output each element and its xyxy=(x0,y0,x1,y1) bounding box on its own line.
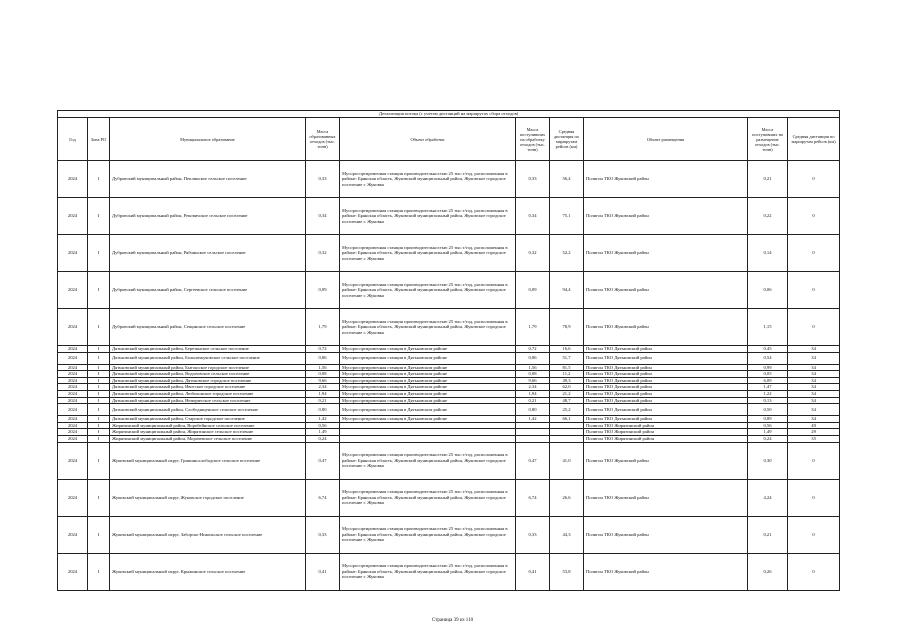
table-row xyxy=(58,422,840,429)
cell-mass-processed: 0,72 xyxy=(516,346,550,353)
cell-mass-generated: 0,09 xyxy=(306,272,340,309)
cell-distance-processing: 66,1 xyxy=(550,416,584,423)
cell-distance-processing: 75,1 xyxy=(550,198,584,235)
cell-distance-processing: 94,4 xyxy=(550,272,584,309)
cell-mass-generated: 1,94 xyxy=(306,390,340,397)
cell-zone: I xyxy=(88,553,110,590)
cell-municipality: Дятьковский муниципальный район, Слободищенское сельское поселение xyxy=(110,404,306,416)
cell-placement-object: Полигон ТКО Дятьковский район xyxy=(584,377,748,384)
cell-distance-placement: 0 xyxy=(788,235,840,272)
cell-mass-processed: 1,94 xyxy=(516,390,550,397)
cell-mass-processed: 0,34 xyxy=(516,198,550,235)
cell-placement-object: Полигон ТКО Жуковский район xyxy=(584,309,748,346)
cell-mass-processed: 0,47 xyxy=(516,442,550,479)
table-caption: Детализация потока (с учетом дистанций на маршрутах сбора отходов) xyxy=(58,111,840,118)
cell-zone: I xyxy=(88,422,110,429)
cell-distance-processing: 25,2 xyxy=(550,404,584,416)
cell-processing-object xyxy=(340,435,516,442)
cell-mass-processed: 6,74 xyxy=(516,479,550,516)
cell-mass-generated: 1,49 xyxy=(306,429,340,436)
cell-year: 2024 xyxy=(58,272,88,309)
cell-mass-generated: 0,34 xyxy=(306,198,340,235)
cell-municipality: Жуковский муниципальный округ, Крыжинское сельское поселение xyxy=(110,553,306,590)
cell-distance-processing: 52,2 xyxy=(550,235,584,272)
cell-mass-placed: 0,45 xyxy=(748,346,788,353)
cell-mass-placed: 0,54 xyxy=(748,352,788,364)
cell-municipality: Жирятинский муниципальный район, Жирятинское сельское поселение xyxy=(110,429,306,436)
cell-municipality: Дятьковский муниципальный район, Большежуковское сельское поселение xyxy=(110,352,306,364)
cell-placement-object: Полигон ТКО Дятьковский район xyxy=(584,416,748,423)
cell-distance-processing: 53,8 xyxy=(550,553,584,590)
cell-zone: I xyxy=(88,309,110,346)
cell-mass-generated: 0,72 xyxy=(306,346,340,353)
cell-municipality: Дятьковский муниципальный район, Водоеовское сельское поселение xyxy=(110,371,306,378)
cell-mass-placed: 0,89 xyxy=(748,416,788,423)
cell-mass-processed: 0,80 xyxy=(516,404,550,416)
cell-processing-object: Мусоросортировочная станция производительностью 25 тыс.т/год, расположенная в районе: Брянская область, Жуковский муниципальный район, Жуковское городское поселение г. Жуковка xyxy=(340,235,516,272)
table-row xyxy=(58,364,840,371)
cell-zone: I xyxy=(88,384,110,391)
header-year: Год xyxy=(58,118,88,161)
cell-distance-placement: 34 xyxy=(788,364,840,371)
cell-mass-generated: 0,32 xyxy=(306,235,340,272)
cell-placement-object: Полигон ТКО Дятьковский район xyxy=(584,352,748,364)
cell-mass-placed: 1,15 xyxy=(748,309,788,346)
cell-municipality: Жуковский муниципальный округ, Гришинослободское сельское поселение xyxy=(110,442,306,479)
header-processing-object: Объект обработки xyxy=(340,118,516,161)
cell-zone: I xyxy=(88,442,110,479)
table-row xyxy=(58,352,840,364)
cell-zone: I xyxy=(88,235,110,272)
cell-year: 2024 xyxy=(58,422,88,429)
cell-distance-placement: 34 xyxy=(788,377,840,384)
cell-mass-placed: 0,13 xyxy=(748,397,788,404)
cell-distance-processing: 62,0 xyxy=(550,384,584,391)
cell-processing-object: Мусоросортировочная станция в Дятьковском районе xyxy=(340,371,516,378)
table-row xyxy=(58,309,840,346)
cell-mass-processed: 0,33 xyxy=(516,516,550,553)
cell-zone: I xyxy=(88,479,110,516)
cell-distance-placement: 0 xyxy=(788,161,840,198)
cell-mass-placed: 0,22 xyxy=(748,198,788,235)
table-row xyxy=(58,161,840,198)
cell-placement-object: Полигон ТКО Жирятинский район xyxy=(584,422,748,429)
cell-processing-object: Мусоросортировочная станция производительностью 25 тыс.т/год, расположенная в районе: Брянская область, Жуковский муниципальный район, Жуковское городское поселение г. Жуковка xyxy=(340,553,516,590)
cell-distance-placement: 29 xyxy=(788,429,840,436)
cell-mass-generated: 0,47 xyxy=(306,442,340,479)
cell-distance-placement: 0 xyxy=(788,309,840,346)
document-sheet xyxy=(57,110,839,591)
header-mass-generated: Масса образованных отходов (тыс. тонн) xyxy=(306,118,340,161)
cell-placement-object: Полигон ТКО Жуковский район xyxy=(584,516,748,553)
cell-year: 2024 xyxy=(58,429,88,436)
cell-zone: I xyxy=(88,435,110,442)
cell-municipality: Дубровский муниципальный район, Рябчинское сельское поселение xyxy=(110,235,306,272)
cell-mass-generated: 0,33 xyxy=(306,161,340,198)
cell-year: 2024 xyxy=(58,390,88,397)
cell-distance-processing: 49,3 xyxy=(550,377,584,384)
cell-mass-generated: 0,80 xyxy=(306,404,340,416)
cell-placement-object: Полигон ТКО Дятьковский район xyxy=(584,371,748,378)
cell-processing-object: Мусоросортировочная станция производительностью 25 тыс.т/год, расположенная в районе: Брянская область, Жуковский муниципальный район, Жуковское городское поселение г. Жуковка xyxy=(340,309,516,346)
cell-mass-placed: 0,56 xyxy=(748,422,788,429)
cell-mass-placed: 0,99 xyxy=(748,364,788,371)
table-row xyxy=(58,272,840,309)
cell-placement-object: Полигон ТКО Дятьковский район xyxy=(584,390,748,397)
cell-distance-processing: 41,0 xyxy=(550,442,584,479)
cell-mass-placed: 0,21 xyxy=(748,161,788,198)
cell-processing-object xyxy=(340,422,516,429)
cell-municipality: Жуковский муниципальный округ, Жуковское городское поселение xyxy=(110,479,306,516)
cell-year: 2024 xyxy=(58,435,88,442)
cell-distance-processing: 21,2 xyxy=(550,390,584,397)
cell-placement-object: Полигон ТКО Жуковский район xyxy=(584,235,748,272)
cell-mass-processed: 0,09 xyxy=(516,272,550,309)
header-placement-object: Объект размещения xyxy=(584,118,748,161)
cell-municipality: Дятьковский муниципальный район, Бытошское городское поселение xyxy=(110,364,306,371)
cell-mass-placed: 1,49 xyxy=(748,429,788,436)
cell-year: 2024 xyxy=(58,377,88,384)
table-body xyxy=(58,161,840,591)
cell-mass-generated: 0,21 xyxy=(306,397,340,404)
cell-mass-placed: 1,22 xyxy=(748,390,788,397)
cell-mass-processed: 2,34 xyxy=(516,384,550,391)
table-row xyxy=(58,198,840,235)
cell-mass-processed: 0,32 xyxy=(516,235,550,272)
cell-zone: I xyxy=(88,198,110,235)
header-municipality: Муниципальное образование xyxy=(110,118,306,161)
cell-distance-placement: 0 xyxy=(788,198,840,235)
header-distance-processing: Средняя дистанция по маршрутам рейсов (км) xyxy=(550,118,584,161)
cell-processing-object: Мусоросортировочная станция в Дятьковском районе xyxy=(340,404,516,416)
cell-distance-placement: 34 xyxy=(788,346,840,353)
table-row xyxy=(58,516,840,553)
cell-mass-generated: 1,56 xyxy=(306,364,340,371)
cell-distance-processing xyxy=(550,429,584,436)
cell-processing-object: Мусоросортировочная станция производительностью 25 тыс.т/год, расположенная в районе: Брянская область, Жуковский муниципальный район, Жуковское городское поселение г. Жуковка xyxy=(340,198,516,235)
header-row xyxy=(58,118,840,161)
table-row xyxy=(58,553,840,590)
cell-mass-generated: 0,08 xyxy=(306,371,340,378)
cell-zone: I xyxy=(88,404,110,416)
cell-placement-object: Полигон ТКО Жуковский район xyxy=(584,272,748,309)
cell-municipality: Жуковский муниципальный округ, Заборско-Никольское сельское поселение xyxy=(110,516,306,553)
cell-zone: I xyxy=(88,352,110,364)
cell-distance-placement: 34 xyxy=(788,416,840,423)
cell-distance-processing xyxy=(550,435,584,442)
cell-zone: I xyxy=(88,371,110,378)
cell-placement-object: Полигон ТКО Дятьковский район xyxy=(584,404,748,416)
cell-mass-processed xyxy=(516,429,550,436)
cell-year: 2024 xyxy=(58,516,88,553)
cell-municipality: Дятьковский муниципальный район, Ивотское городское поселение xyxy=(110,384,306,391)
cell-municipality: Дятьковский муниципальный район, Дятьковское городское поселение xyxy=(110,377,306,384)
cell-mass-placed: 0,24 xyxy=(748,435,788,442)
cell-zone: I xyxy=(88,272,110,309)
cell-processing-object: Мусоросортировочная станция в Дятьковском районе xyxy=(340,352,516,364)
cell-processing-object: Мусоросортировочная станция в Дятьковском районе xyxy=(340,384,516,391)
cell-distance-placement: 0 xyxy=(788,516,840,553)
cell-mass-generated: 0,56 xyxy=(306,422,340,429)
cell-distance-placement: 0 xyxy=(788,553,840,590)
cell-zone: I xyxy=(88,364,110,371)
table-row xyxy=(58,435,840,442)
cell-year: 2024 xyxy=(58,161,88,198)
cell-placement-object: Полигон ТКО Жуковский район xyxy=(584,442,748,479)
cell-year: 2024 xyxy=(58,364,88,371)
cell-mass-processed: 9,66 xyxy=(516,377,550,384)
cell-processing-object: Мусоросортировочная станция в Дятьковском районе xyxy=(340,346,516,353)
header-distance-placement: Средняя дистанция по маршрутам рейсов (км) xyxy=(788,118,840,161)
table-row xyxy=(58,429,840,436)
cell-mass-generated: 6,74 xyxy=(306,479,340,516)
cell-processing-object: Мусоросортировочная станция производительностью 25 тыс.т/год, расположенная в районе: Брянская область, Жуковский муниципальный район, Жуковское городское поселение г. Жуковка xyxy=(340,442,516,479)
cell-distance-processing: 51,7 xyxy=(550,352,584,364)
cell-mass-processed: 0,21 xyxy=(516,397,550,404)
cell-mass-processed: 1,79 xyxy=(516,309,550,346)
cell-processing-object: Мусоросортировочная станция в Дятьковском районе xyxy=(340,390,516,397)
cell-placement-object: Полигон ТКО Дятьковский район xyxy=(584,384,748,391)
cell-year: 2024 xyxy=(58,371,88,378)
cell-year: 2024 xyxy=(58,352,88,364)
table-row xyxy=(58,377,840,384)
cell-mass-generated: 0,24 xyxy=(306,435,340,442)
cell-zone: I xyxy=(88,377,110,384)
cell-distance-processing xyxy=(550,422,584,429)
cell-mass-processed: 1,42 xyxy=(516,416,550,423)
cell-mass-processed: 0,86 xyxy=(516,352,550,364)
cell-mass-placed: 0,26 xyxy=(748,553,788,590)
cell-processing-object: Мусоросортировочная станция производительностью 25 тыс.т/год, расположенная в районе: Брянская область, Жуковский муниципальный район, Жуковское городское поселение г. Жуковка xyxy=(340,516,516,553)
cell-mass-placed: 0,21 xyxy=(748,516,788,553)
cell-mass-placed: 0,30 xyxy=(748,442,788,479)
cell-placement-object: Полигон ТКО Жуковский район xyxy=(584,479,748,516)
cell-placement-object: Полигон ТКО Жуковский район xyxy=(584,198,748,235)
cell-placement-object: Полигон ТКО Жуковский район xyxy=(584,161,748,198)
cell-placement-object: Полигон ТКО Дятьковский район xyxy=(584,397,748,404)
cell-municipality: Жирятинский муниципальный район, Воробейнское сельское поселение xyxy=(110,422,306,429)
cell-year: 2024 xyxy=(58,397,88,404)
cell-zone: I xyxy=(88,161,110,198)
cell-mass-generated: 0,41 xyxy=(306,553,340,590)
cell-mass-processed xyxy=(516,435,550,442)
table-row xyxy=(58,371,840,378)
cell-distance-placement: 49 xyxy=(788,422,840,429)
cell-processing-object: Мусоросортировочная станция производительностью 25 тыс.т/год, расположенная в районе: Брянская область, Жуковский муниципальный район, Жуковское городское поселение г. Жуковка xyxy=(340,479,516,516)
cell-zone: I xyxy=(88,416,110,423)
cell-processing-object: Мусоросортировочная станция производительностью 25 тыс.т/год, расположенная в районе: Брянская область, Жуковский муниципальный район, Жуковское городское поселение г. Жуковка xyxy=(340,161,516,198)
cell-year: 2024 xyxy=(58,404,88,416)
cell-distance-placement: 34 xyxy=(788,390,840,397)
cell-municipality: Дятьковский муниципальный район, Старское городское поселение xyxy=(110,416,306,423)
cell-distance-placement: 0 xyxy=(788,272,840,309)
cell-mass-processed xyxy=(516,422,550,429)
cell-municipality: Дятьковский муниципальный район, Любохонское городское поселение xyxy=(110,390,306,397)
cell-processing-object: Мусоросортировочная станция в Дятьковском районе xyxy=(340,364,516,371)
cell-mass-processed: 1,56 xyxy=(516,364,550,371)
header-mass-placed: Масса поступивших на размещение отходов (тыс. тонн) xyxy=(748,118,788,161)
cell-mass-placed: 6,09 xyxy=(748,377,788,384)
flow-detail-table xyxy=(57,110,840,591)
cell-placement-object: Полигон ТКО Жуковский район xyxy=(584,553,748,590)
table-row xyxy=(58,235,840,272)
cell-distance-placement: 35 xyxy=(788,435,840,442)
cell-placement-object: Полигон ТКО Жирятинский район xyxy=(584,435,748,442)
cell-year: 2024 xyxy=(58,235,88,272)
cell-placement-object: Полигон ТКО Дятьковский район xyxy=(584,346,748,353)
cell-zone: I xyxy=(88,390,110,397)
table-row xyxy=(58,404,840,416)
cell-mass-processed: 0,41 xyxy=(516,553,550,590)
cell-mass-processed: 0,08 xyxy=(516,371,550,378)
cell-processing-object: Мусоросортировочная станция в Дятьковском районе xyxy=(340,416,516,423)
cell-distance-processing: 26,6 xyxy=(550,479,584,516)
header-mass-processed: Масса поступивших на обработку отходов (тыс. тонн) xyxy=(516,118,550,161)
cell-mass-generated: 0,33 xyxy=(306,516,340,553)
cell-mass-generated: 1,79 xyxy=(306,309,340,346)
table-row xyxy=(58,346,840,353)
table-row xyxy=(58,416,840,423)
cell-municipality: Дубровский муниципальный район, Рековичское сельское поселение xyxy=(110,198,306,235)
cell-year: 2024 xyxy=(58,384,88,391)
cell-year: 2024 xyxy=(58,442,88,479)
cell-municipality: Дубровский муниципальный район, Сещинское сельское поселение xyxy=(110,309,306,346)
cell-distance-placement: 34 xyxy=(788,384,840,391)
cell-municipality: Жирятинский муниципальный район, Морачевское сельское поселение xyxy=(110,435,306,442)
cell-distance-processing: 44,3 xyxy=(550,516,584,553)
cell-zone: I xyxy=(88,516,110,553)
cell-distance-placement: 34 xyxy=(788,352,840,364)
cell-distance-processing: 78,9 xyxy=(550,309,584,346)
cell-distance-placement: 34 xyxy=(788,397,840,404)
cell-mass-generated: 1,42 xyxy=(306,416,340,423)
cell-processing-object: Мусоросортировочная станция в Дятьковском районе xyxy=(340,397,516,404)
table-row xyxy=(58,390,840,397)
cell-distance-processing: 11,2 xyxy=(550,371,584,378)
cell-processing-object xyxy=(340,429,516,436)
cell-mass-placed: 0,14 xyxy=(748,235,788,272)
cell-year: 2024 xyxy=(58,479,88,516)
cell-distance-processing: 48,7 xyxy=(550,397,584,404)
cell-year: 2024 xyxy=(58,309,88,346)
cell-municipality: Дятьковский муниципальный район, Немеричское сельское поселение xyxy=(110,397,306,404)
cell-distance-processing: 81,5 xyxy=(550,364,584,371)
cell-municipality: Дубровский муниципальный район, Сергеевское сельское поселение xyxy=(110,272,306,309)
cell-distance-processing: 16,6 xyxy=(550,346,584,353)
cell-mass-placed: 4,24 xyxy=(748,479,788,516)
cell-mass-placed: 0,05 xyxy=(748,371,788,378)
cell-zone: I xyxy=(88,397,110,404)
cell-mass-placed: 0,06 xyxy=(748,272,788,309)
cell-year: 2024 xyxy=(58,553,88,590)
cell-mass-generated: 9,66 xyxy=(306,377,340,384)
cell-mass-placed: 0,50 xyxy=(748,404,788,416)
cell-distance-placement: 34 xyxy=(788,371,840,378)
table-row xyxy=(58,384,840,391)
cell-mass-placed: 1,47 xyxy=(748,384,788,391)
page-number: Страница 39 из 110 xyxy=(431,618,474,623)
cell-processing-object: Мусоросортировочная станция производительностью 25 тыс.т/год, расположенная в районе: Брянская область, Жуковский муниципальный район, Жуковское городское поселение г. Жуковка xyxy=(340,272,516,309)
cell-year: 2024 xyxy=(58,198,88,235)
cell-municipality: Дятьковский муниципальный район, Березинское сельское поселение xyxy=(110,346,306,353)
cell-year: 2024 xyxy=(58,416,88,423)
header-zone: Зона РО xyxy=(88,118,110,161)
table-row xyxy=(58,479,840,516)
cell-mass-processed: 0,33 xyxy=(516,161,550,198)
cell-distance-placement: 0 xyxy=(788,442,840,479)
cell-zone: I xyxy=(88,346,110,353)
cell-mass-generated: 0,86 xyxy=(306,352,340,364)
table-row xyxy=(58,397,840,404)
cell-distance-placement: 34 xyxy=(788,404,840,416)
cell-placement-object: Полигон ТКО Дятьковский район xyxy=(584,364,748,371)
cell-distance-processing: 56,4 xyxy=(550,161,584,198)
cell-year: 2024 xyxy=(58,346,88,353)
cell-municipality: Дубровский муниципальный район, Пеклинское сельское поселение xyxy=(110,161,306,198)
cell-distance-placement: 0 xyxy=(788,479,840,516)
cell-placement-object: Полигон ТКО Жирятинский район xyxy=(584,429,748,436)
cell-mass-generated: 2,34 xyxy=(306,384,340,391)
cell-zone: I xyxy=(88,429,110,436)
table-row xyxy=(58,442,840,479)
cell-processing-object: Мусоросортировочная станция в Дятьковском районе xyxy=(340,377,516,384)
